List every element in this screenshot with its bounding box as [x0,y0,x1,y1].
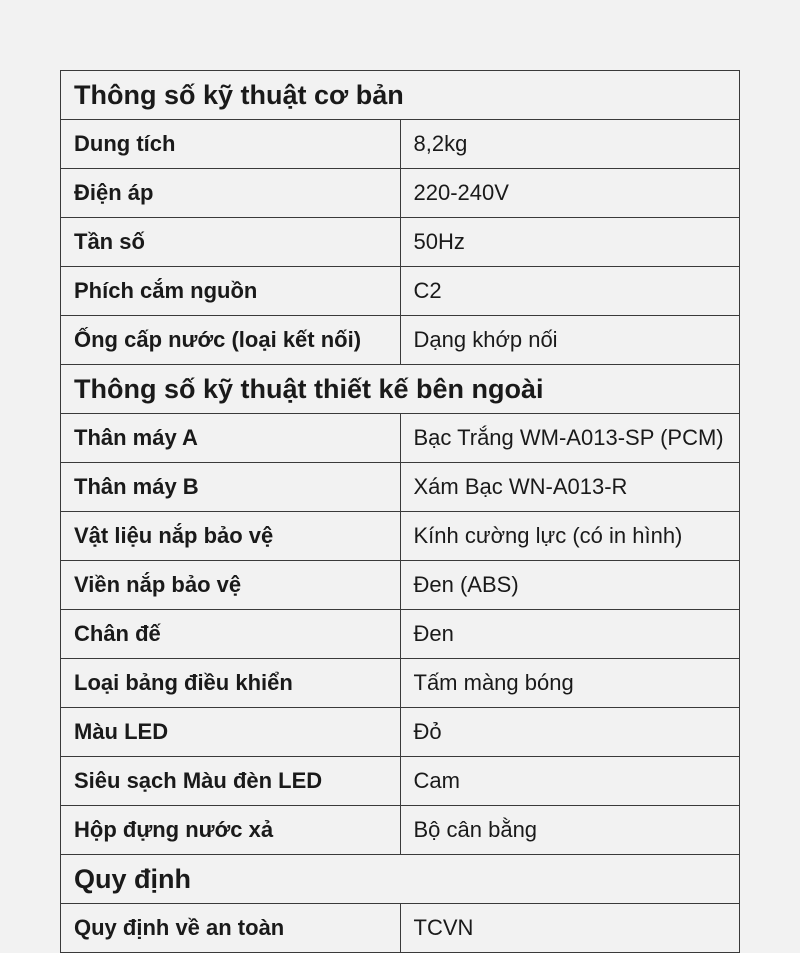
table-row [61,806,740,855]
row-label: Tần số [61,218,401,267]
table-row [61,267,740,316]
row-label: Dung tích [61,120,401,169]
row-value: 50Hz [400,218,740,267]
table-row [61,561,740,610]
table-row [61,610,740,659]
table-row [61,708,740,757]
row-label: Loại bảng điều khiển [61,659,401,708]
row-value: Xám Bạc WN-A013-R [400,463,740,512]
row-value: Đỏ [400,708,740,757]
row-value: Bộ cân bằng [400,806,740,855]
row-label: Phích cắm nguồn [61,267,401,316]
table-row [61,659,740,708]
table-row [61,120,740,169]
table-row [61,169,740,218]
table-row [61,316,740,365]
section-title-regulations: Quy định [61,855,740,904]
row-label: Thân máy B [61,463,401,512]
spec-table [60,70,740,953]
row-label: Viền nắp bảo vệ [61,561,401,610]
row-label: Chân đế [61,610,401,659]
table-row [61,218,740,267]
row-label: Thân máy A [61,414,401,463]
section-header-row [61,855,740,904]
row-label: Điện áp [61,169,401,218]
row-label: Màu LED [61,708,401,757]
section-header-row [61,365,740,414]
row-label: Quy định về an toàn [61,904,401,953]
section-header-row [61,71,740,120]
row-label: Vật liệu nắp bảo vệ [61,512,401,561]
row-value: Tấm màng bóng [400,659,740,708]
row-value: TCVN [400,904,740,953]
row-value: 220-240V [400,169,740,218]
row-value: Đen (ABS) [400,561,740,610]
row-label: Siêu sạch Màu đèn LED [61,757,401,806]
table-row [61,512,740,561]
row-value: C2 [400,267,740,316]
row-value: Cam [400,757,740,806]
section-title-basic-specs: Thông số kỹ thuật cơ bản [61,71,740,120]
table-row [61,904,740,953]
row-value: Dạng khớp nối [400,316,740,365]
row-label: Ống cấp nước (loại kết nối) [61,316,401,365]
spec-table-body [61,71,740,953]
row-value: Bạc Trắng WM-A013-SP (PCM) [400,414,740,463]
table-row [61,414,740,463]
row-value: 8,2kg [400,120,740,169]
section-title-exterior-design: Thông số kỹ thuật thiết kế bên ngoài [61,365,740,414]
row-value: Đen [400,610,740,659]
table-row [61,463,740,512]
row-label: Hộp đựng nước xả [61,806,401,855]
table-row [61,757,740,806]
row-value: Kính cường lực (có in hình) [400,512,740,561]
